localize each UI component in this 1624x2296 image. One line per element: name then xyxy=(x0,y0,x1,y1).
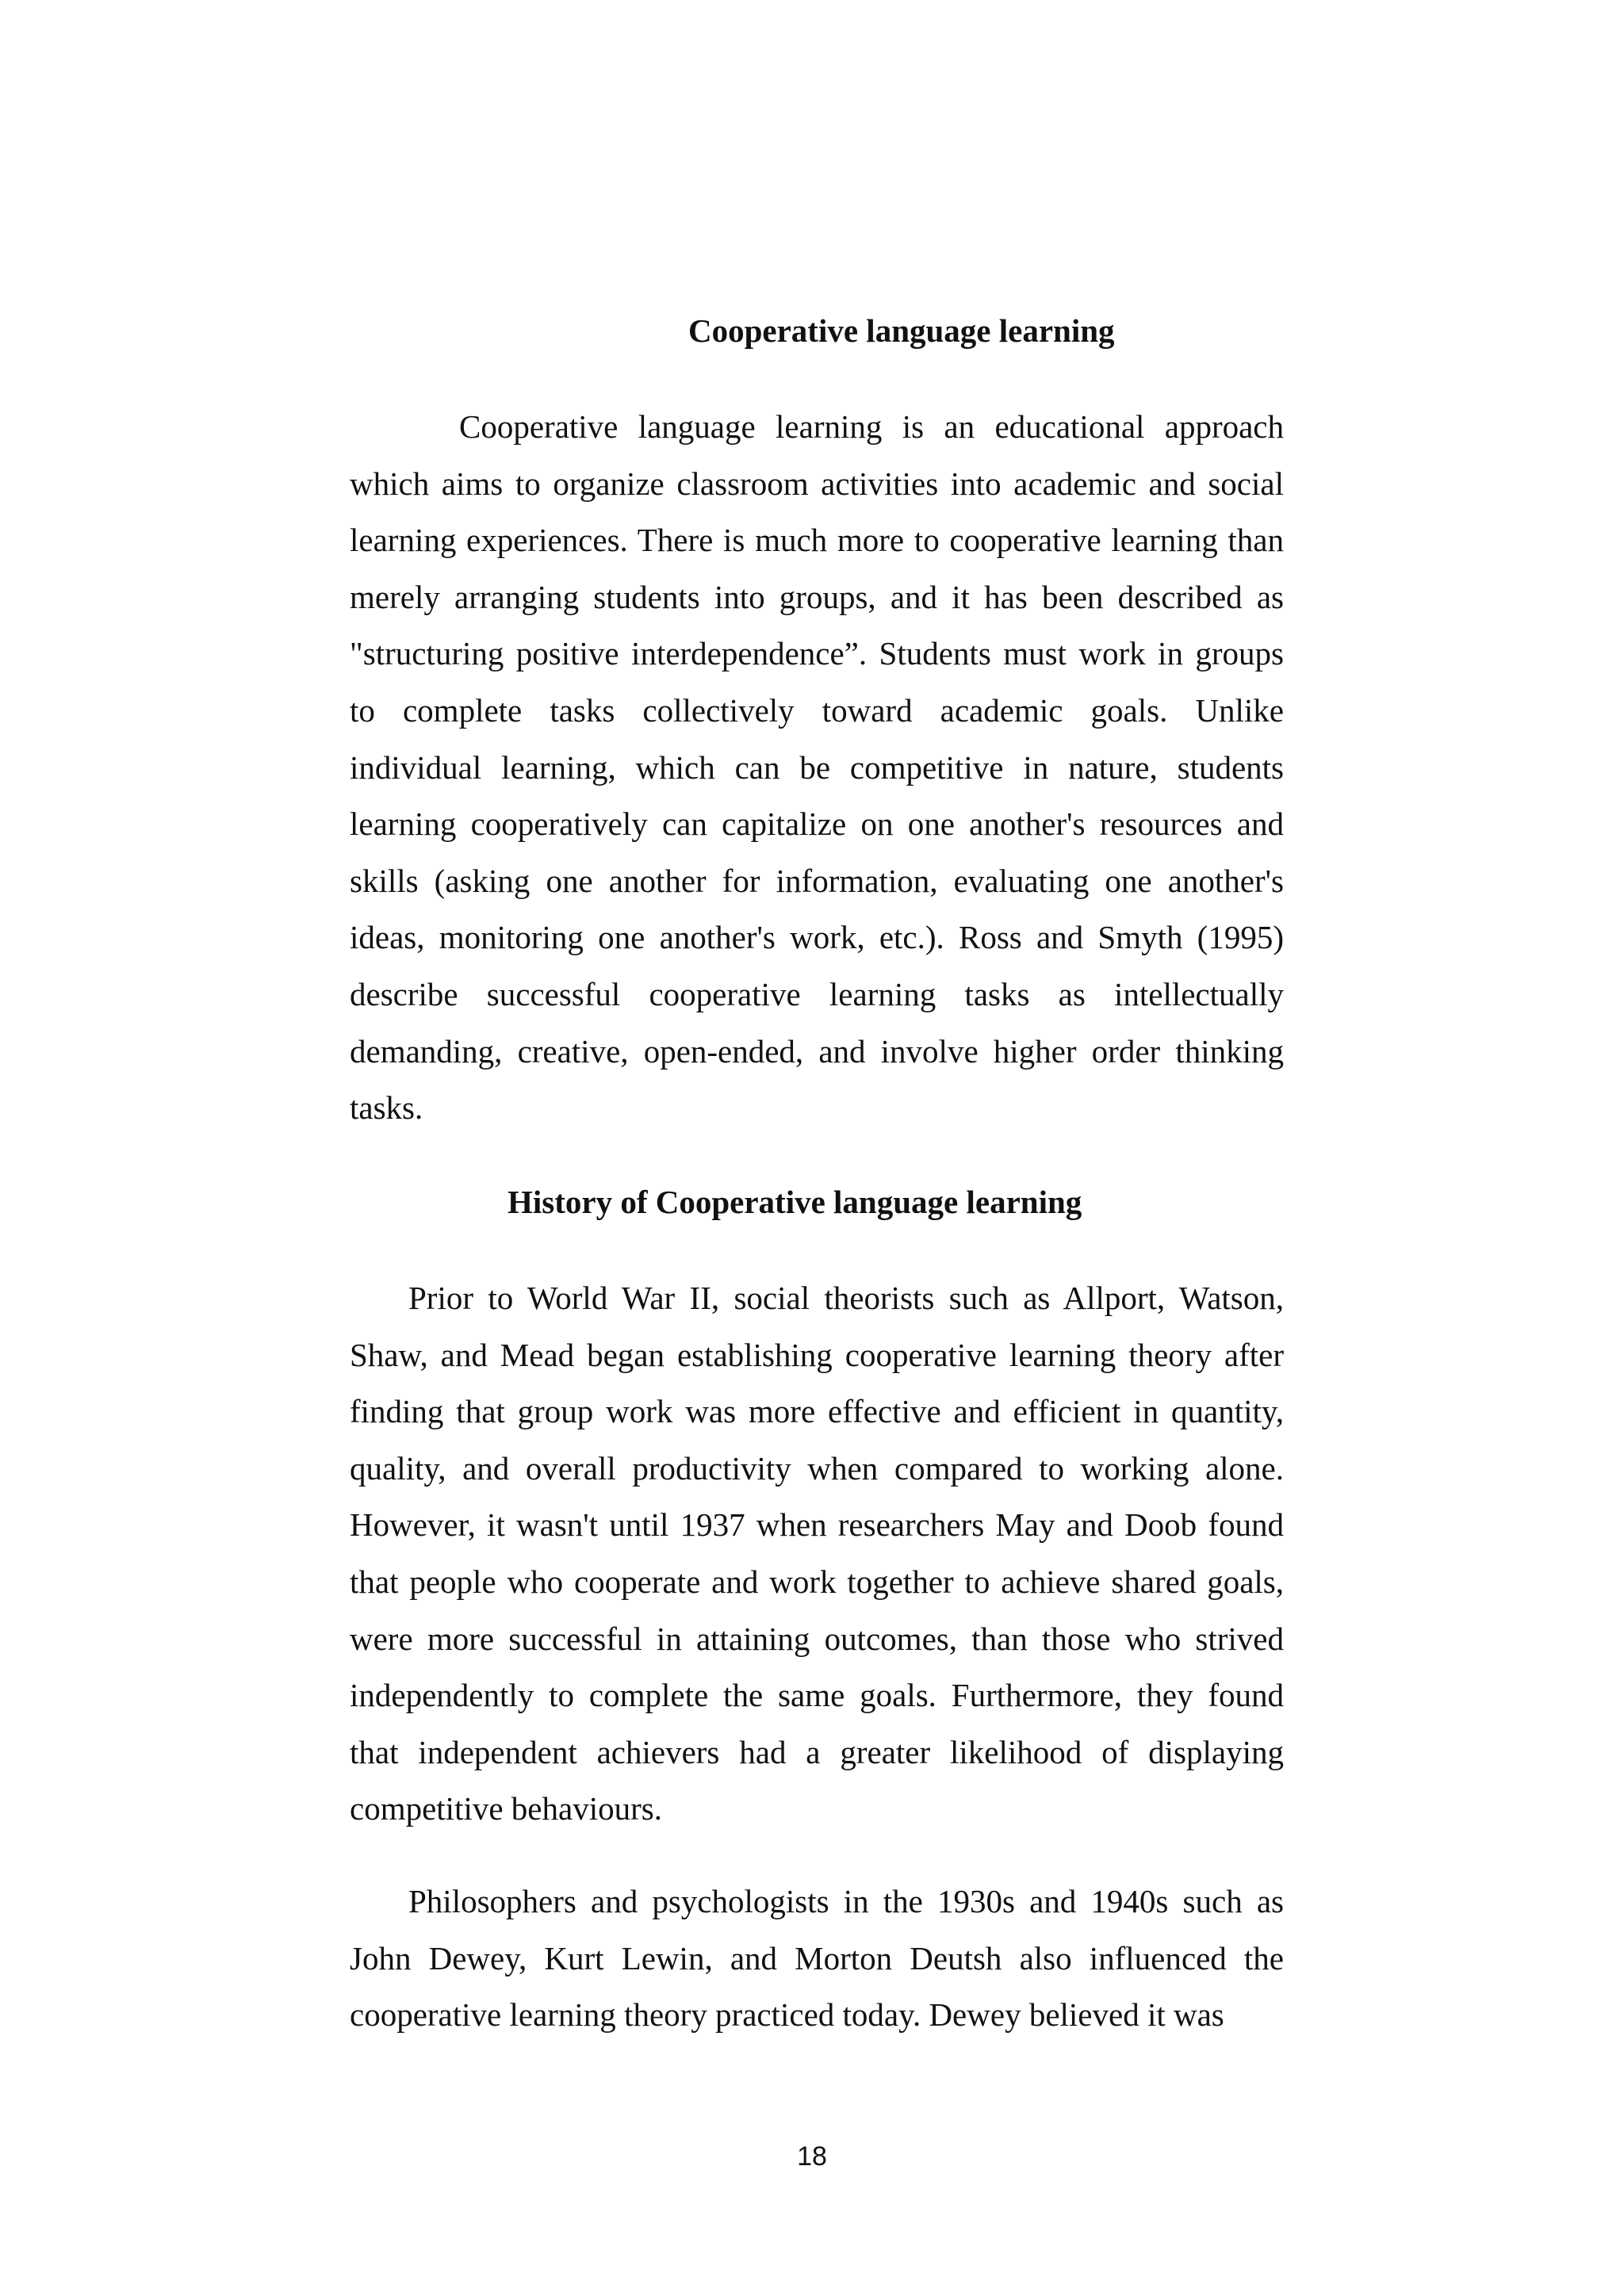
section-heading-history: History of Cooperative language learning xyxy=(508,1184,1082,1220)
page-number: 18 xyxy=(797,2141,827,2172)
page-title: Cooperative language learning xyxy=(688,312,1115,349)
history-paragraph-2: Philosophers and psychologists in the 1930s and 1940s such as John Dewey, Kurt Lewin, and Morton Deutsh also influenced the cooperative learning theory practiced today. Dewey believed it was xyxy=(350,1883,1284,2034)
history-paragraph-1: Prior to World War II, social theorists such as Allport, Watson, Shaw, and Mead began establishing cooperative learning theory after finding that group work was more effective and efficient in quantity, quality, and overall productivity when compared to working alone. However, it wasn't until 1937 when researchers May and Doob found that people who cooperate and work together to achieve shared goals, were more successful in attaining outcomes, than those who strived independently to complete the same goals. Furthermore, they found that independent achievers had a greater likelihood of displaying competitive behaviours. xyxy=(350,1280,1284,1827)
intro-paragraph: Cooperative language learning is an educational approach which aims to organize classroom activities into academic and social learning experiences. There is much more to cooperative learning than merely arranging students into groups, and it has been described as "structuring positive interdependence”. Students must work in groups to complete tasks collectively toward academic goals. Unlike individual learning, which can be competitive in nature, students learning cooperatively can capitalize on one another's resources and skills (asking one another for information, evaluating one another's ideas, monitoring one another's work, etc.). Ross and Smyth (1995) describe successful cooperative learning tasks as intellectually demanding, creative, open-ended, and involve higher order thinking tasks. xyxy=(350,408,1284,1127)
